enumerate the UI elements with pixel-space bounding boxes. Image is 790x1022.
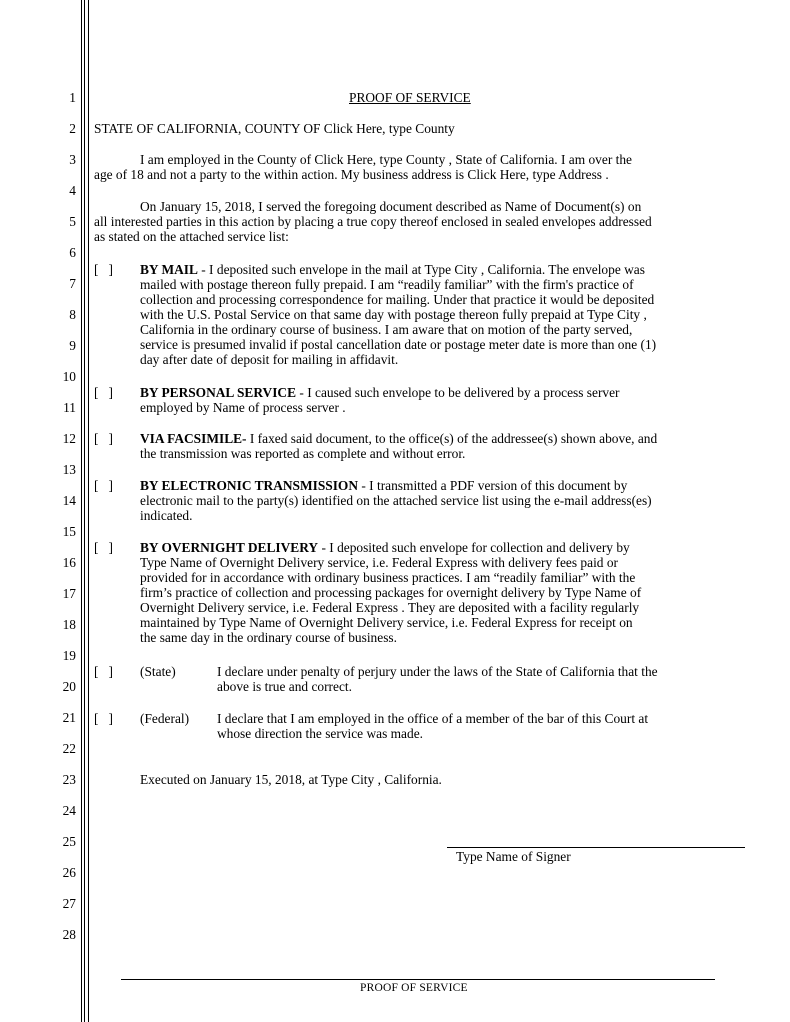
overnight-line: Overnight Delivery service, i.e. Federal Express . They are deposited with a facility regularly: [140, 600, 640, 615]
employed-para-line: age of 18 and not a party to the within action. My business address is Click Here, type Address .: [94, 167, 609, 182]
fax-line-1: [140, 431, 657, 446]
line-number: 22: [62, 741, 76, 756]
served-para-line: On January 15, 2018, I served the foregoing document described as Name of Document(s) on: [140, 199, 642, 214]
left-margin-rule-2: [84, 0, 85, 1022]
personal-checkbox[interactable]: [ ]: [94, 385, 113, 400]
line-number: 9: [69, 338, 76, 353]
fax-heading: VIA FACSIMILE-: [140, 431, 247, 446]
line-number: 10: [62, 369, 76, 384]
signer-name: Type Name of Signer: [456, 849, 571, 864]
fax-text: I faxed said document, to the office(s) of the addressee(s) shown above, and: [246, 431, 658, 446]
electronic-heading: BY ELECTRONIC TRANSMISSION: [140, 478, 359, 493]
line-number: 4: [69, 183, 76, 198]
line-number: 17: [62, 586, 76, 601]
line-number: 18: [62, 617, 76, 632]
electronic-line: indicated.: [140, 508, 193, 523]
electronic-line: electronic mail to the party(s) identified on the attached service list using the e-mail address(es): [140, 493, 652, 508]
mail-line: day after date of deposit for mailing in affidavit.: [140, 352, 399, 367]
signature-line[interactable]: [447, 847, 745, 848]
mail-heading: BY MAIL: [140, 262, 198, 277]
served-para-line: all interested parties in this action by placing a true copy thereof enclosed in sealed envelopes addressed: [94, 214, 652, 229]
left-margin-rule-1: [81, 0, 82, 1022]
line-number: 1: [69, 90, 76, 105]
line-number: 20: [62, 679, 76, 694]
personal-line: employed by Name of process server .: [140, 400, 346, 415]
served-para-line: as stated on the attached service list:: [94, 229, 289, 244]
federal-checkbox[interactable]: [ ]: [94, 711, 113, 726]
line-number: 14: [62, 493, 76, 508]
overnight-checkbox[interactable]: [ ]: [94, 540, 113, 555]
mail-line: California in the ordinary course of business. I am aware that on motion of the party served,: [140, 322, 633, 337]
footer-title: PROOF OF SERVICE: [360, 982, 468, 994]
electronic-checkbox[interactable]: [ ]: [94, 478, 113, 493]
footer-rule: [121, 979, 715, 980]
line-number: 8: [69, 307, 76, 322]
personal-line-1: [140, 385, 620, 400]
left-margin-rule-3: [88, 0, 89, 1022]
executed-line: Executed on January 15, 2018, at Type City , California.: [140, 772, 442, 787]
line-number: 5: [69, 214, 76, 229]
overnight-line-1: [140, 540, 630, 555]
line-number: 11: [63, 400, 76, 415]
fax-line: the transmission was reported as complete and without error.: [140, 446, 466, 461]
mail-line-1: [140, 262, 645, 277]
overnight-line: Type Name of Overnight Delivery service, i.e. Federal Express with delivery fees paid or: [140, 555, 618, 570]
line-number: 27: [62, 896, 76, 911]
personal-heading: BY PERSONAL SERVICE: [140, 385, 297, 400]
mail-line: service is presumed invalid if postal cancellation date or postage meter date is more than one (1): [140, 337, 657, 352]
line-number: 24: [62, 803, 76, 818]
line-number: 15: [62, 524, 76, 539]
line-number: 16: [62, 555, 76, 570]
overnight-line: provided for in accordance with ordinary business practices. I am “readily familiar” with the: [140, 570, 636, 585]
overnight-line: the same day in the ordinary course of business.: [140, 630, 397, 645]
employed-para-line: I am employed in the County of Click Here, type County , State of California. I am over the: [140, 152, 632, 167]
state-checkbox[interactable]: [ ]: [94, 664, 113, 679]
mail-checkbox[interactable]: [ ]: [94, 262, 113, 277]
overnight-line: firm’s practice of collection and processing packages for overnight delivery by Type Name of: [140, 585, 642, 600]
electronic-line-1: [140, 478, 627, 493]
line-number: 26: [62, 865, 76, 880]
mail-text: - I deposited such envelope in the mail at Type City , California. The envelope was: [197, 262, 645, 277]
federal-decl-line: whose direction the service was made.: [217, 726, 423, 741]
fax-checkbox[interactable]: [ ]: [94, 431, 113, 446]
overnight-text: - I deposited such envelope for collection and delivery by: [318, 540, 630, 555]
mail-line: collection and processing correspondence for mailing. Under that practice it would be deposited: [140, 292, 655, 307]
line-number: 6: [69, 245, 76, 260]
state-county-line: STATE OF CALIFORNIA, COUNTY OF Click Here, type County: [94, 121, 455, 136]
overnight-line: maintained by Type Name of Overnight Delivery service, i.e. Federal Express for receipt on: [140, 615, 633, 630]
electronic-text: - I transmitted a PDF version of this document by: [358, 478, 628, 493]
line-number: 28: [62, 927, 76, 942]
overnight-heading: BY OVERNIGHT DELIVERY: [140, 540, 319, 555]
line-number: 7: [69, 276, 76, 291]
page-title: PROOF OF SERVICE: [349, 90, 471, 105]
line-number: 21: [62, 710, 76, 725]
state-label: (State): [140, 664, 176, 679]
federal-decl-line: I declare that I am employed in the office of a member of the bar of this Court at: [217, 711, 649, 726]
line-number: 25: [62, 834, 76, 849]
mail-line: mailed with postage thereon fully prepaid. I am “readily familiar” with the firm's practice of: [140, 277, 634, 292]
personal-text: - I caused such envelope to be delivered by a process server: [296, 385, 620, 400]
line-number: 12: [62, 431, 76, 446]
state-decl-line: I declare under penalty of perjury under the laws of the State of California that the: [217, 664, 658, 679]
mail-line: with the U.S. Postal Service on that same day with postage thereon fully prepaid at Type City ,: [140, 307, 647, 322]
federal-label: (Federal): [140, 711, 190, 726]
line-number: 2: [69, 121, 76, 136]
line-number: 23: [62, 772, 76, 787]
line-number: 3: [69, 152, 76, 167]
state-decl-line: above is true and correct.: [217, 679, 352, 694]
line-number: 13: [62, 462, 76, 477]
line-number: 19: [62, 648, 76, 663]
